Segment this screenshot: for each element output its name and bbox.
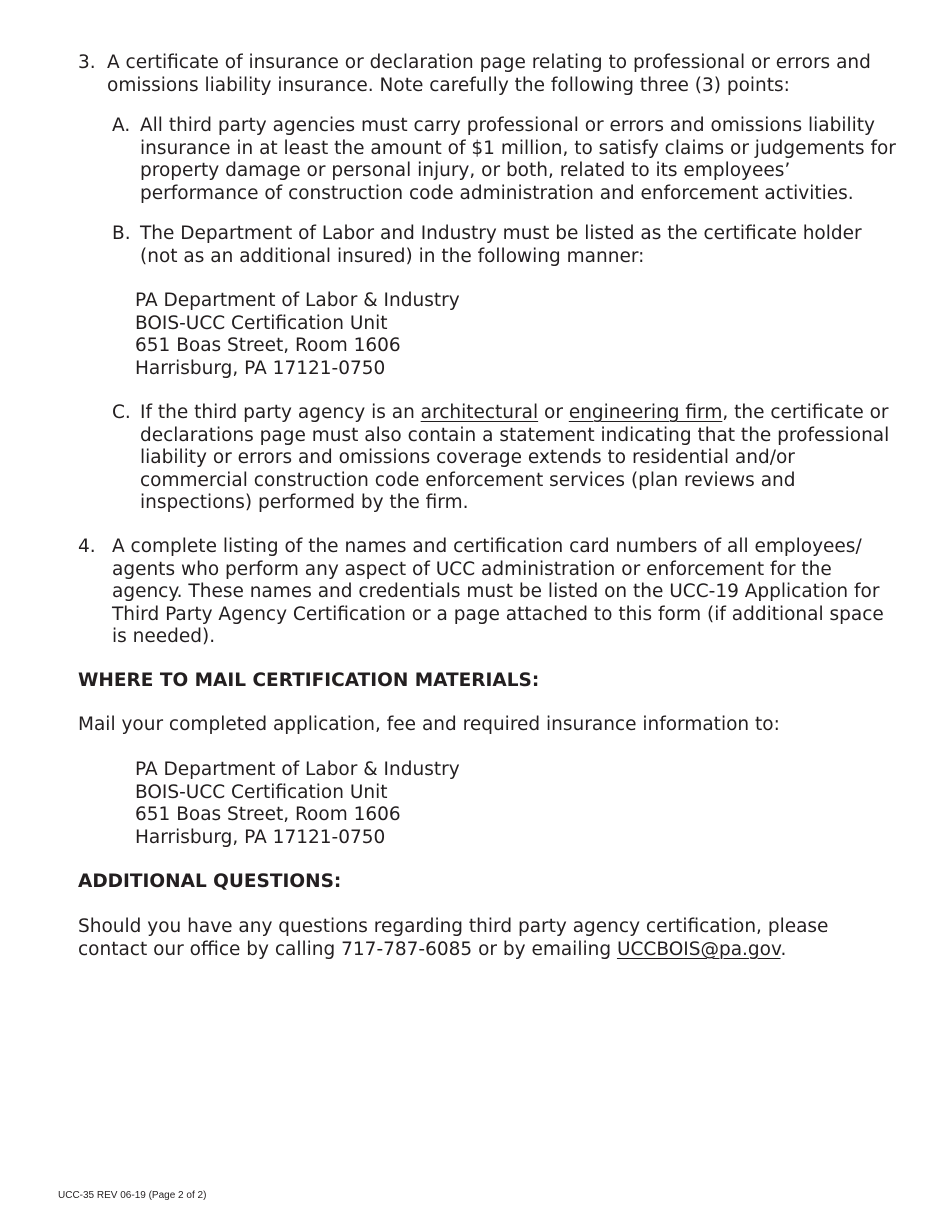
- list-number: 3.: [78, 52, 96, 73]
- address-line: PA Department of Labor & Industry: [135, 290, 460, 311]
- mail-heading: WHERE TO MAIL CERTIFICATION MATERIALS:: [78, 670, 540, 691]
- text-fragment: Should you have any questions regarding third party agency certification, please contact our office by calling 717-787-6085 or by emailing: [78, 916, 829, 960]
- sub-item-c: [112, 402, 902, 515]
- list-number: 4.: [78, 536, 96, 557]
- text-fragment: or: [538, 402, 569, 423]
- sub-item-text: All third party agencies must carry professional or errors and omissions liability insurance in at least the amount of $1 million, to satisfy claims or judgements for property damage or personal injury, or both, related to its employees’ performance of construction code administration and enforcement activities.: [140, 115, 896, 204]
- list-item-4: [78, 536, 898, 649]
- list-item-3: [78, 52, 898, 97]
- address-line: BOIS-UCC Certification Unit: [135, 781, 388, 803]
- address-line: Harrisburg, PA 17121-0750: [135, 826, 386, 848]
- form-footer-id: UCC-35 REV 06-19 (Page 2 of 2): [58, 1190, 207, 1201]
- text-fragment: If the third party agency is an: [140, 402, 421, 423]
- sub-item-letter: B.: [112, 223, 131, 244]
- address-line: 651 Boas Street, Room 1606: [135, 804, 401, 825]
- text-fragment: .: [780, 938, 787, 960]
- sub-item-letter: C.: [112, 402, 131, 423]
- sub-item-a: [112, 115, 902, 205]
- sub-item-letter: A.: [112, 115, 131, 136]
- mail-intro: Mail your completed application, fee and required insurance information to:: [78, 714, 780, 735]
- mailing-address: [135, 759, 460, 849]
- engineering-firm-underlined-term: engineering firm: [568, 402, 723, 423]
- address-line: BOIS-UCC Certification Unit: [135, 312, 388, 334]
- list-item-text: A certificate of insurance or declaration page relating to professional or errors and omissions liability insurance. Note carefully the following three (3) points:: [107, 52, 871, 96]
- questions-text: [78, 916, 878, 961]
- questions-heading: ADDITIONAL QUESTIONS:: [78, 871, 342, 892]
- sub-item-text: The Department of Labor and Industry must be listed as the certificate holder (not as an additional insured) in the following manner:: [140, 223, 862, 267]
- address-line: PA Department of Labor & Industry: [135, 759, 460, 780]
- address-line: Harrisburg, PA 17121-0750: [135, 357, 386, 379]
- text-fragment: , the certificate or declarations page must also contain a statement indicating that the professional liability or errors and omissions coverage extends to residential and/or commercial construction code enforcement services (plan reviews and inspections) performed by the firm.: [140, 402, 890, 513]
- sub-item-b: [112, 223, 902, 268]
- list-item-text: A complete listing of the names and certification card numbers of all employees/ agents who perform any aspect of UCC administration or enforcement for the agency. These names and credentials must be listed on the UCC-19 Application for Third Party Agency Certification or a page attached to this form (if additional space is needed).: [112, 536, 884, 647]
- certificate-holder-address: [135, 290, 460, 380]
- sub-item-text: [140, 402, 902, 515]
- address-line: 651 Boas Street, Room 1606: [135, 335, 401, 356]
- email-link[interactable]: UCCBOIS@pa.gov: [616, 938, 781, 960]
- architectural-underlined-term: architectural: [420, 402, 539, 423]
